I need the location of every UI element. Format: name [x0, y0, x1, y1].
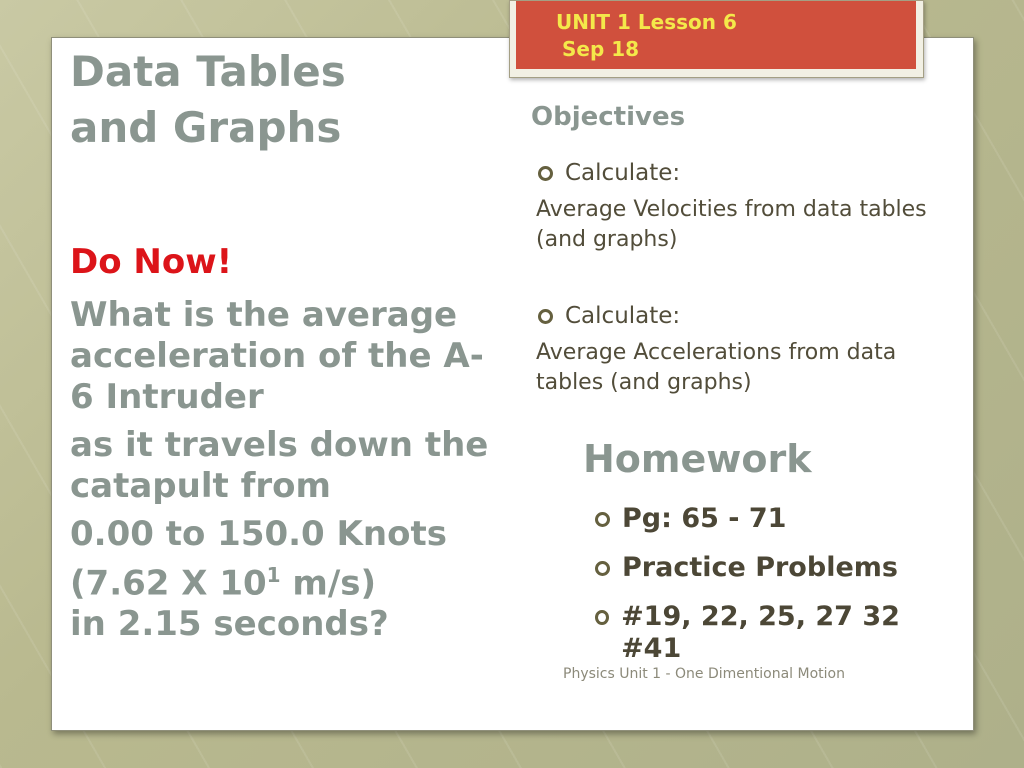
homework-item-text: #19, 22, 25, 27 32 #41: [621, 601, 900, 664]
do-now-label: Do Now!: [70, 242, 233, 282]
question-part-1: What is the average acceleration of the A-6 Intruder: [70, 295, 484, 417]
question-speed: 0.00 to 150.0 Knots (7.62 X 10: [70, 514, 447, 604]
exponent: 1: [266, 563, 281, 587]
title-line-2: and Graphs: [70, 103, 342, 152]
bullet-ring-icon: [595, 561, 610, 576]
objective-bullet-label: Calculate:: [565, 160, 681, 186]
slide-footer: Physics Unit 1 - One Dimentional Motion: [563, 666, 845, 682]
objective-item: [536, 301, 956, 398]
question-units: m/s): [280, 563, 377, 604]
banner-unit-lesson: UNIT 1 Lesson 6: [556, 10, 737, 34]
homework-item: [593, 552, 933, 584]
objective-item: [536, 158, 956, 255]
homework-item-text: Practice Problems: [622, 552, 898, 583]
question-part-3: [70, 514, 500, 645]
objective-bullet-label: Calculate:: [565, 303, 681, 329]
homework-list: [593, 503, 933, 682]
banner-date: Sep 18: [562, 37, 640, 61]
question-part-2: as it travels down the catapult from: [70, 425, 489, 506]
homework-item-text: Pg: 65 - 71: [622, 503, 787, 534]
homework-item: [593, 503, 933, 535]
slide-title: [70, 44, 346, 156]
title-line-1: Data Tables: [70, 47, 346, 96]
bullet-ring-icon: [595, 512, 610, 527]
bullet-ring-icon: [595, 610, 609, 625]
lesson-banner: [516, 1, 916, 69]
do-now-question: [70, 295, 500, 652]
lesson-banner-frame: [509, 0, 924, 78]
homework-heading: Homework: [583, 437, 812, 481]
homework-item: [593, 601, 933, 665]
objective-text: Average Accelerations from data tables (and graphs): [536, 340, 897, 395]
bullet-ring-icon: [538, 309, 553, 324]
objectives-heading: Objectives: [531, 102, 686, 132]
objective-text: Average Velocities from data tables (and graphs): [536, 197, 927, 252]
question-time: in 2.15 seconds?: [70, 604, 389, 645]
bullet-ring-icon: [538, 166, 553, 181]
